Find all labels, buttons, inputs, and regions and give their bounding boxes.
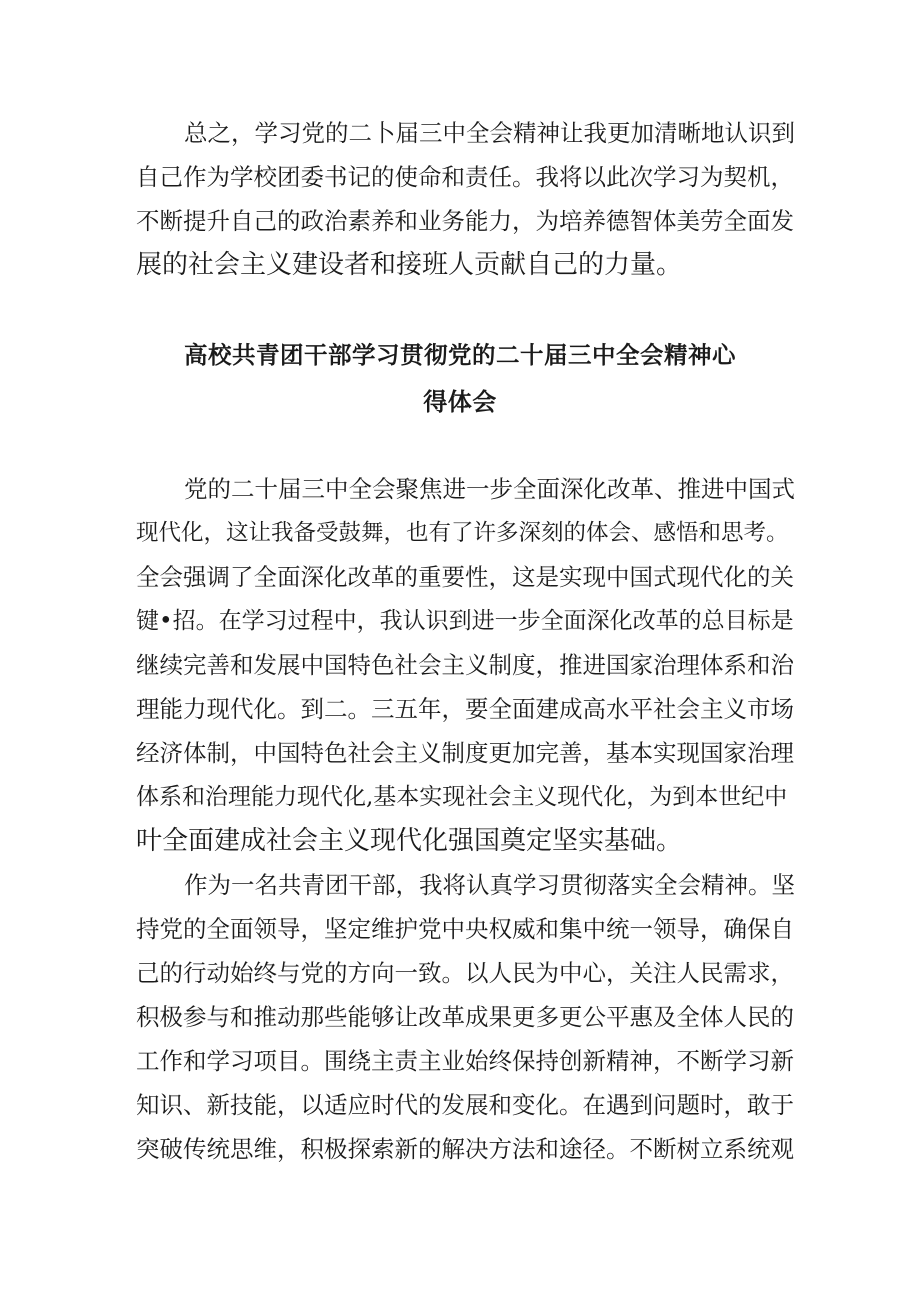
paragraph-line: 不断提升自己的政治素养和业务能力，为培养德智体美劳全面发 [136,207,794,235]
paragraph-line: 全会强调了全面深化改革的重要性，这是实现中国式现代化的关 [136,563,794,591]
paragraph-line: 工作和学习项目。围绕主责主业始终保持创新精神，不断学习新 [136,1047,794,1075]
paragraph-line: 继续完善和发展中国特色社会主义制度，推进国家治理体系和治 [136,651,794,679]
paragraph-line: 叶全面建成社会主义现代化强国奠定坚实基础。 [136,826,683,856]
paragraph-line: 作为一名共青团干部，我将认真学习贯彻落实全会精神。坚 [184,871,795,899]
paragraph-line: 自己作为学校团委书记的使命和责任。我将以此次学习为契机， [136,163,794,191]
paragraph-line: 键•招。在学习过程中，我认识到进一步全面深化改革的总目标是 [136,608,794,634]
paragraph-line: 现代化，这让我备受鼓舞，也有了许多深刻的体会、感悟和思考。 [136,520,789,546]
paragraph-line: 理能力现代化。到二。三五年，要全面建成高水平社会主义市场 [136,695,794,723]
article-title-line-2: 得体会 [423,388,497,416]
paragraph-line: 展的社会主义建设者和接班人贡献自己的力量。 [136,250,683,280]
paragraph-line: 突破传统思维，积极探索新的解决方法和途径。不断树立系统观 [136,1135,794,1163]
paragraph-line: 知识、新技能，以适应时代的发展和变化。在遇到问题时，敢于 [136,1091,794,1119]
paragraph-line: 总之，学习党的二卜届三中全会精神让我更加清晰地认识到 [184,119,795,147]
paragraph-line: 党的二十届三中全会聚焦进一步全面深化改革、推进中国式 [184,475,795,503]
paragraph-line: 持党的全面领导，坚定维护党中央权威和集中统一领导，确保自 [136,915,794,943]
paragraph-line: 体系和治理能力现代化,基本实现社会主义现代化，为到本世纪中 [136,784,788,810]
paragraph-line: 己的行动始终与党的方向一致。以人民为中心，关注人民需求， [136,959,794,987]
paragraph-line: 经济体制，中国特色社会主义制度更加完善，基本实现国家治理 [136,739,794,767]
article-title-line-1: 高校共青团干部学习贯彻党的二十届三中全会精神心 [184,341,736,369]
paragraph-line: 积极参与和推动那些能够让改革成果更多更公平惠及全体人民的 [136,1003,794,1031]
